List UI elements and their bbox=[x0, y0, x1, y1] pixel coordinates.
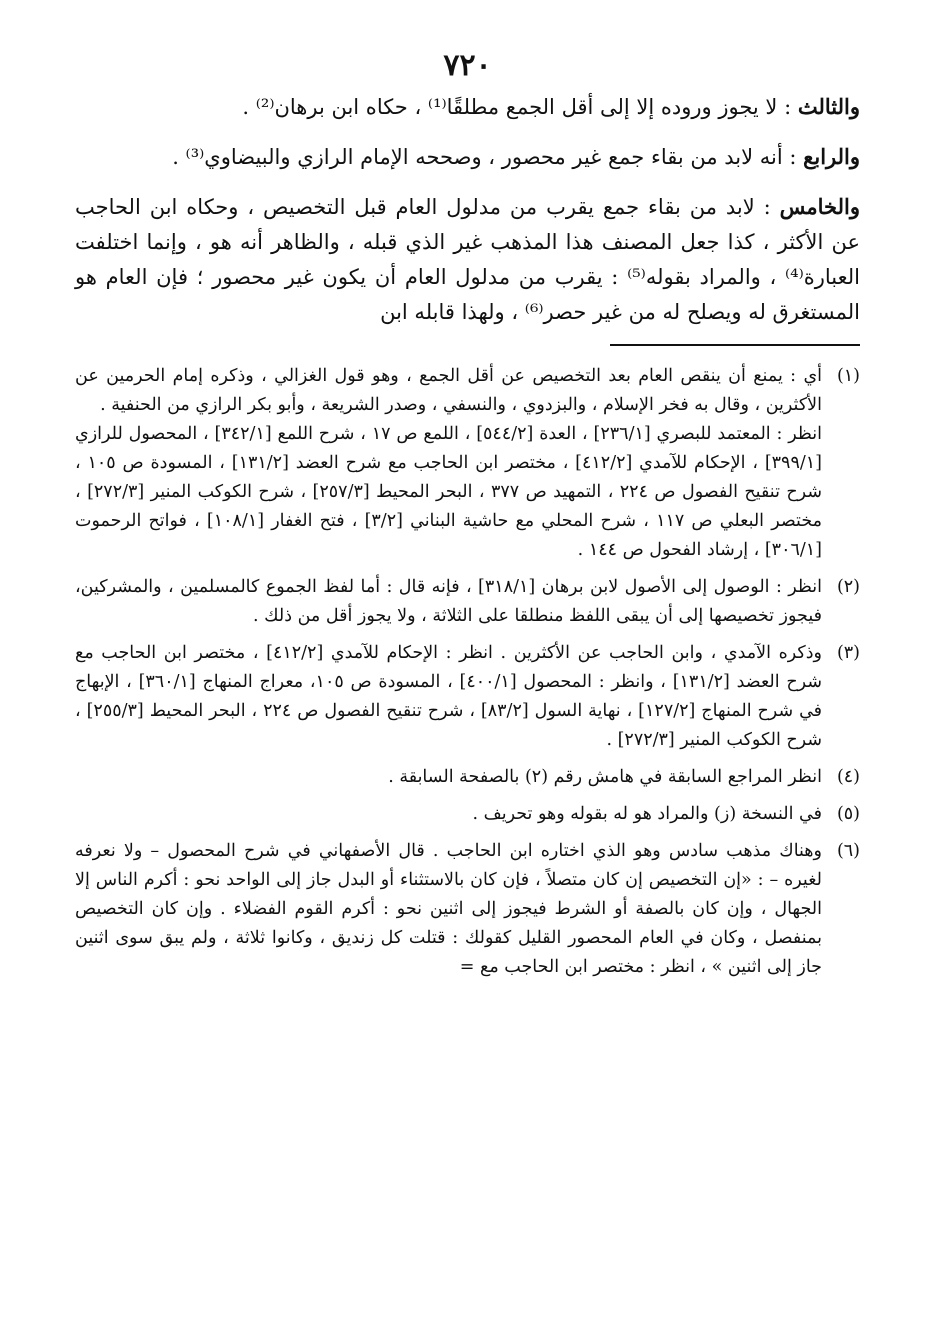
footnote-text: أي : يمنع أن ينقص العام بعد التخصيص عن أقل الجمع ، وهو قول الغزالي ، وذكره إمام الحرمين عن الأكثرين ، وقال به فخر الإسلام ، والبزدوي ، والنسفي ، وصدر الشريعة ، وأبو بكر الرازي من الحنفية . bbox=[75, 366, 822, 415]
footnote-number: (٥) bbox=[836, 804, 860, 824]
footnote-number: (٣) bbox=[836, 643, 860, 663]
footnotes bbox=[75, 362, 860, 982]
main-text bbox=[75, 89, 860, 330]
footnote-number: (٦) bbox=[836, 841, 860, 861]
footnote-2 bbox=[75, 573, 860, 631]
footnote-separator bbox=[610, 344, 860, 346]
footnote-body bbox=[75, 763, 822, 792]
footnote-body bbox=[75, 800, 822, 829]
page-number: ٧٢٠ bbox=[443, 48, 492, 83]
footnote-3 bbox=[75, 639, 860, 755]
footnote-text: في النسخة (ز) والمراد هو له بقوله وهو تحريف . bbox=[472, 804, 822, 824]
paragraph-text: : لا يجوز وروده إلا إلى أقل الجمع مطلقًا⁽¹⁾ ، حكاه ابن برهان⁽²⁾ . bbox=[242, 95, 792, 119]
footnote-text: وهناك مذهب سادس وهو الذي اختاره ابن الحاجب . قال الأصفهاني في شرح المحصول – ولا نعرفه لغيره – : «إن التخصيص إن كان متصلاً ، فإن كان بالاستثناء أو البدل جاز إلى الواحد نحو : أكرم الناس إلا الجهال ، وإن كان بالصفة أو الشرط فيجوز إلى اثنين نحو : أكرم القوم الفضلاء . وإن كان التخصيص بمنفصل ، وكان في العام المحصور القليل كقولك : قتلت كل زنديق ، وكانوا ثلاثة ، ولم يبق سوى اثنين جاز إلى اثنين » ، انظر : مختصر ابن الحاجب مع = bbox=[75, 841, 822, 977]
footnote-body bbox=[75, 837, 822, 982]
footnote-text: انظر : المعتمد للبصري [٢٣٦/١] ، العدة [٥٤٤/٢] ، اللمع ص ١٧ ، شرح اللمع [٣٤٢/١] ، المحصول للرازي [٣٩٩/١] ، الإحكام للآمدي [٤١٢/٢] ، مختصر ابن الحاجب مع شرح العضد [١٣١/٢] ، المسودة ص ١٠٥ ، شرح تنقيح الفصول ص ٢٢٤ ، التمهيد ص ٣٧٧ ، البحر المحيط [٢٥٧/٣] ، شرح الكوكب المنير [٢٧٢/٣] ، مختصر البعلي ص ١١٧ ، شرح المحلي مع حاشية البناني [٣/٢] ، فتح الغفار [١٠٨/١] ، فواتح الرحموت [٣٠٦/١] ، إرشاد الفحول ص ١٤٤ . bbox=[75, 424, 823, 560]
paragraph-text: : أنه لابد من بقاء جمع غير محصور ، وصححه الإمام الرازي والبيضاوي⁽³⁾ . bbox=[172, 145, 797, 169]
footnote-6 bbox=[75, 837, 860, 982]
footnote-1 bbox=[75, 362, 860, 565]
paragraph-fifth bbox=[75, 189, 860, 330]
paragraph-fourth bbox=[75, 139, 860, 175]
footnote-body bbox=[75, 639, 822, 755]
footnote-5 bbox=[75, 800, 860, 829]
footnote-text: انظر : الوصول إلى الأصول لابن برهان [٣١٨/١] ، فإنه قال : أما لفظ الجموع كالمسلمين ، والمشركين، فيجوز تخصيصها إلى أن يبقى اللفظ منطلقا على الثلاثة ، ولا يجوز أقل من ذلك . bbox=[75, 577, 822, 626]
paragraph-third bbox=[75, 89, 860, 125]
paragraph-lead: والخامس bbox=[779, 194, 860, 219]
paragraph-text: : لابد من بقاء جمع يقرب من مدلول العام قبل التخصيص ، وحكاه ابن الحاجب عن الأكثر ، كذا جعل المصنف هذا المذهب غير الذي قبله ، والظاهر أنه هو ، وإنما اختلفت العبارة⁽⁴⁾ ، والمراد بقوله⁽⁵⁾ : يقرب من مدلول العام أن يكون غير محصور ؛ فإن العام هو المستغرق له ويصلح له من غير حصر⁽⁶⁾ ، ولهذا قابله ابن bbox=[75, 195, 860, 324]
paragraph-lead: والثالث bbox=[797, 94, 860, 119]
footnote-text: وذكره الآمدي ، وابن الحاجب عن الأكثرين . انظر : الإحكام للآمدي [٤١٢/٢] ، مختصر ابن الحاجب مع شرح العضد [١٣١/٢] ، وانظر : المحصول [٤٠٠/١] ، المسودة ص ١٠٥، معراج المنهاج [٣٦٠/١] ، الإبهاج في شرح المنهاج [١٢٧/٢] ، نهاية السول [٨٣/٢] ، شرح تنقيح الفصول ص ٢٢٤ ، البحر المحيط [٢٥٥/٣] ، شرح الكوكب المنير [٢٧٢/٣] . bbox=[75, 643, 823, 750]
footnote-body bbox=[75, 362, 822, 565]
footnote-number: (٢) bbox=[836, 577, 860, 597]
footnote-body bbox=[75, 573, 822, 631]
paragraph-lead: والرابع bbox=[803, 144, 860, 169]
footnote-number: (٤) bbox=[836, 767, 860, 787]
footnote-text: انظر المراجع السابقة في هامش رقم (٢) بالصفحة السابقة . bbox=[388, 767, 822, 787]
footnote-number: (١) bbox=[836, 366, 860, 386]
footnote-4 bbox=[75, 763, 860, 792]
